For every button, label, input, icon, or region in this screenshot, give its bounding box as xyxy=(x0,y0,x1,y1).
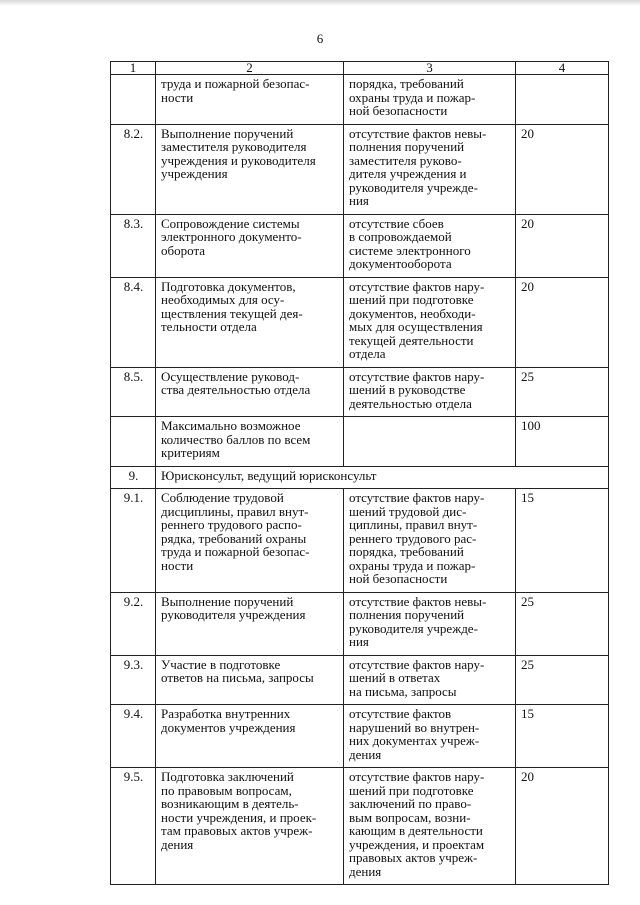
points-cell: 20 xyxy=(516,768,609,885)
criterion-cell xyxy=(344,417,516,467)
row-number: 9.4. xyxy=(111,705,156,768)
column-number: 3 xyxy=(344,62,516,75)
points-cell: 15 xyxy=(516,489,609,593)
column-number: 1 xyxy=(111,62,156,75)
row-number: 9.3. xyxy=(111,655,156,705)
table-row xyxy=(111,75,609,125)
points-cell: 20 xyxy=(516,214,609,277)
row-number: 8.3. xyxy=(111,214,156,277)
criterion-cell: отсутствие фактов нару- шений в ответах на письма, запросы xyxy=(344,655,516,705)
criteria-table xyxy=(110,61,609,885)
table-row xyxy=(111,277,609,367)
table-row xyxy=(111,489,609,593)
task-cell: Максимально возможное количество баллов по всем критериям xyxy=(156,417,344,467)
row-number: 9.1. xyxy=(111,489,156,593)
row-number: 9.5. xyxy=(111,768,156,885)
row-number xyxy=(111,75,156,125)
criterion-cell: отсутствие фактов невы- полнения поручений заместителя руково- дителя учреждения и руководителя учрежде- ния xyxy=(344,124,516,214)
task-cell: Участие в подготовке ответов на письма, запросы xyxy=(156,655,344,705)
criterion-cell: отсутствие фактов нару- шений при подготовке документов, необходи- мых для осуществления текущей деятельности отдела xyxy=(344,277,516,367)
task-cell: Соблюдение трудовой дисциплины, правил внут- реннего трудового распо- рядка, требований охраны труда и пожарной безопас- ности xyxy=(156,489,344,593)
criterion-cell: отсутствие фактов нару- шений при подготовке заключений по право- вым вопросам, возни- кающим в деятельности учреждения, и проектам правовых актов учреж- дения xyxy=(344,768,516,885)
column-number: 2 xyxy=(156,62,344,75)
points-cell: 20 xyxy=(516,277,609,367)
task-cell: труда и пожарной безопас- ности xyxy=(156,75,344,125)
criterion-cell: отсутствие фактов невы- полнения поручений руководителя учрежде- ния xyxy=(344,592,516,655)
points-cell: 25 xyxy=(516,655,609,705)
task-cell: Подготовка заключений по правовым вопросам, возникающим в деятель- ности учреждения, и проек- там правовых актов учреж- дения xyxy=(156,768,344,885)
points-cell: 25 xyxy=(516,367,609,417)
task-cell: Подготовка документов, необходимых для осу- ществления текущей дея- тельности отдела xyxy=(156,277,344,367)
table-row xyxy=(111,705,609,768)
table-row xyxy=(111,214,609,277)
table-row xyxy=(111,592,609,655)
row-number: 9.2. xyxy=(111,592,156,655)
scan-edge xyxy=(0,0,640,6)
column-number: 4 xyxy=(516,62,609,75)
task-cell: Выполнение поручений руководителя учреждения xyxy=(156,592,344,655)
row-number: 8.2. xyxy=(111,124,156,214)
task-cell: Разработка внутренних документов учреждения xyxy=(156,705,344,768)
criterion-cell: отсутствие фактов нару- шений трудовой дис- циплины, правил внут- реннего трудового рас- порядка, требований охраны труда и пожар- ной безопасности xyxy=(344,489,516,593)
task-cell: Сопровождение системы электронного документо- оборота xyxy=(156,214,344,277)
criterion-cell: отсутствие фактов нару- шений в руководстве деятельностью отдела xyxy=(344,367,516,417)
table-row xyxy=(111,768,609,885)
table-row xyxy=(111,367,609,417)
points-cell: 15 xyxy=(516,705,609,768)
points-cell: 20 xyxy=(516,124,609,214)
total-row xyxy=(111,417,609,467)
task-cell: Осуществление руковод- ства деятельностью отдела xyxy=(156,367,344,417)
row-number xyxy=(111,417,156,467)
section-row xyxy=(111,466,609,489)
points-cell xyxy=(516,75,609,125)
task-cell: Выполнение поручений заместителя руководителя учреждения и руководителя учреждения xyxy=(156,124,344,214)
column-number-header xyxy=(111,62,609,75)
row-number: 8.4. xyxy=(111,277,156,367)
points-cell: 100 xyxy=(516,417,609,467)
criterion-cell: порядка, требований охраны труда и пожар- ной безопасности xyxy=(344,75,516,125)
table-row xyxy=(111,124,609,214)
criterion-cell: отсутствие сбоев в сопровождаемой системе электронного документооборота xyxy=(344,214,516,277)
criterion-cell: отсутствие фактов нарушений во внутрен- них документах учреж- дения xyxy=(344,705,516,768)
section-number: 9. xyxy=(111,466,156,489)
section-title: Юрисконсульт, ведущий юрисконсульт xyxy=(156,466,609,489)
row-number: 8.5. xyxy=(111,367,156,417)
table-row xyxy=(111,655,609,705)
points-cell: 25 xyxy=(516,592,609,655)
page-number: 6 xyxy=(316,31,324,46)
